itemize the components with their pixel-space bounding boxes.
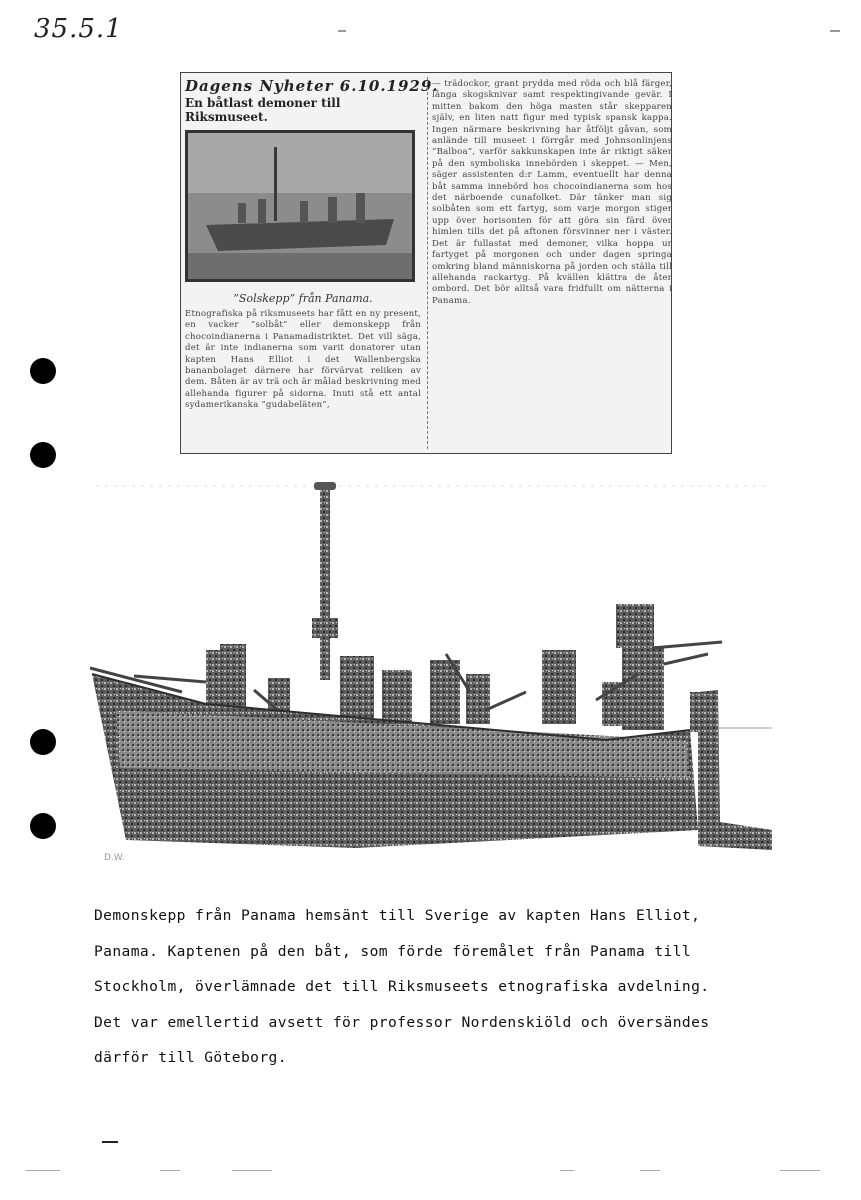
punch-hole-icon: [30, 813, 56, 839]
scan-speck: [160, 1170, 180, 1171]
clipping-photo-caption: ”Solskepp” från Panama.: [233, 292, 373, 305]
clipping-left-text: Etnografiska på riksmuseets har fått en ny present, en vacker ”solbåt” eller demonskepp från chocoindianerna i Panamadistriktet. Det vill säga, det är inte indianerna som varit donatorer utan kapten Hans Elliot i det Wallenbergska bananbolaget därnere har förvärvat reliken av dem. Båten är av trä och är målad beskrivning med allehanda figurer på sidorna. Inuti stå ett antal sydamerikanska ”gudabeläten”,: [185, 309, 421, 411]
punch-hole-icon: [30, 442, 56, 468]
clipping-headline: En båtlast demoner till Riksmuseet.: [185, 96, 341, 124]
scan-speck: [26, 1170, 60, 1171]
scan-speck: [830, 30, 840, 32]
punch-hole-icon: [30, 729, 56, 755]
demon-ship-photo: [86, 478, 772, 864]
caption-line: därför till Göteborg.: [94, 1049, 287, 1066]
caption-line: Panama. Kaptenen på den båt, som förde föremålet från Panama till: [94, 942, 692, 960]
scan-speck: [102, 1141, 118, 1143]
clipping-masthead: Dagens Nyheter 6.10.1929.: [185, 77, 439, 95]
scan-speck: [338, 30, 346, 32]
typed-caption: [94, 898, 824, 1076]
newspaper-clipping: [180, 72, 672, 454]
clipping-photo-image: [188, 133, 412, 279]
scan-speck: [560, 1170, 574, 1171]
caption-line: Det var emellertid avsett för professor Nordenskiöld och översändes: [94, 1013, 710, 1031]
clipping-left-column: [185, 77, 439, 449]
caption-line: Stockholm, överlämnade det till Riksmuseets etnografiska avdelning.: [94, 978, 710, 995]
punch-hole-icon: [30, 358, 56, 384]
scan-speck: [780, 1170, 820, 1171]
clipping-photo: [185, 130, 415, 282]
scan-speck: [232, 1170, 272, 1171]
caption-line: Demonskepp från Panama hemsänt till Sverige av kapten Hans Elliot,: [94, 907, 701, 924]
scan-speck: [640, 1170, 660, 1171]
archive-number: 35.5.1: [34, 14, 123, 44]
demon-ship-image: [86, 478, 772, 864]
clipping-right-column: [427, 77, 672, 449]
svg-text:D.W.: D.W.: [104, 853, 125, 863]
clipping-right-text: — trädockor, grant prydda med röda och blå färger, långa skogsknivar samt respektingivande gevär. I mitten bakom den höga masten står skepparen själv, en liten natt figur med typisk spansk kappa. Ingen närmare beskrivning har åtföljt gåvan, som anlände till museet i förrgår med Johnsonlinjens ”Balboa”, varför sakkunskapen inte är riktigt säker på den symboliska innebörden i skeppet. — Men, säger assistenten d:r Lamm, eventuellt har denna båt samma innebörd hos chocoindianerna som hos det närboende cunafolket. Där tänker man sig solbåten som ett fartyg, som varje morgon stiger upp över horisonten för att göra sin färd över himlen tills det på aftonen försvinner ner i väster. Det är fullastat med demoner, vilka hoppa ur fartyget på morgonen och under dagen springa omkring bland människorna på jorden och ställa till allehanda rackartyg. På kvällen klättra de åter ombord. Det bör alltså vara fridfullt om nätterna i Panama.: [432, 79, 672, 306]
